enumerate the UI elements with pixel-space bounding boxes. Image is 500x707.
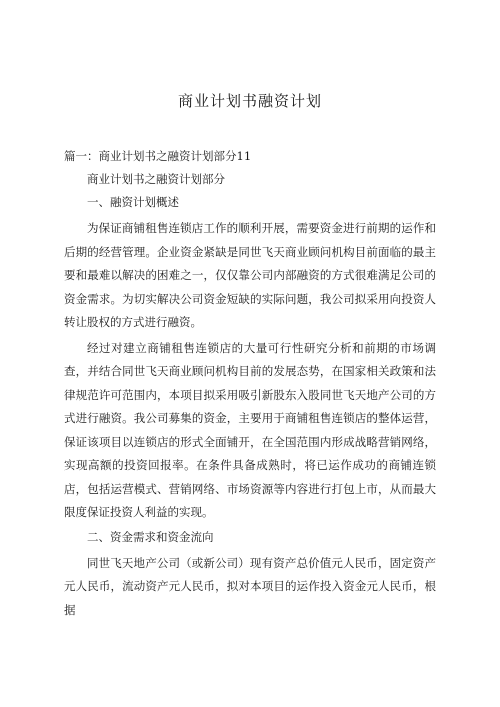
section-heading-2: 二、资金需求和资金流向: [87, 529, 214, 544]
section-heading-1: 一、融资计划概述: [87, 195, 179, 209]
section-1-paragraph-2: 经过对建立商铺租售连锁店的大量可行性研究分析和前期的市场调查，并结合同世飞天商业顾问机构目前的发展态势，在国家相关政策和法律规范许可范围内，本项目拟采用吸引新股东入股同世飞天地产公司的方式进行融资。我公司募集的资金，主要用于商铺租售连锁店的整体运营，保证该项目以连锁店的形式全面铺开，在全国范围内形成战略营销网络，实现高额的投资回报率。在条件具备成熟时，将已运作成功的商铺连锁店，包括运营模式、营销网络、市场资源等内容进行打包上市，从而最大限度保证投资人利益的实现。: [64, 340, 436, 519]
document-title: 商业计划书融资计划: [177, 92, 322, 110]
section-1-paragraph-1: 为保证商铺租售连锁店工作的顺利开展，需要资金进行前期的运作和后期的经营管理。企业资金紧缺是同世飞天商业顾问机构目前面临的最主要和最难以解决的困难之一，仅仅靠公司内部融资的方式很难满足公司的资金需求。为切实解决公司资金短缺的实际问题，我公司拟采用向投资人转让股权的方式进行融资。: [64, 221, 436, 329]
document-body: [64, 148, 436, 624]
part-heading: 篇一：商业计划书之融资计划部分11: [64, 149, 252, 163]
section-2-paragraph-1: 同世飞天地产公司（或新公司）现有资产总价值元人民币，固定资产元人民币，流动资产元人民币，拟对本项目的运作投入资金元人民币，根据: [64, 555, 436, 617]
sub-heading: 商业计划书之融资计划部分: [87, 172, 225, 186]
